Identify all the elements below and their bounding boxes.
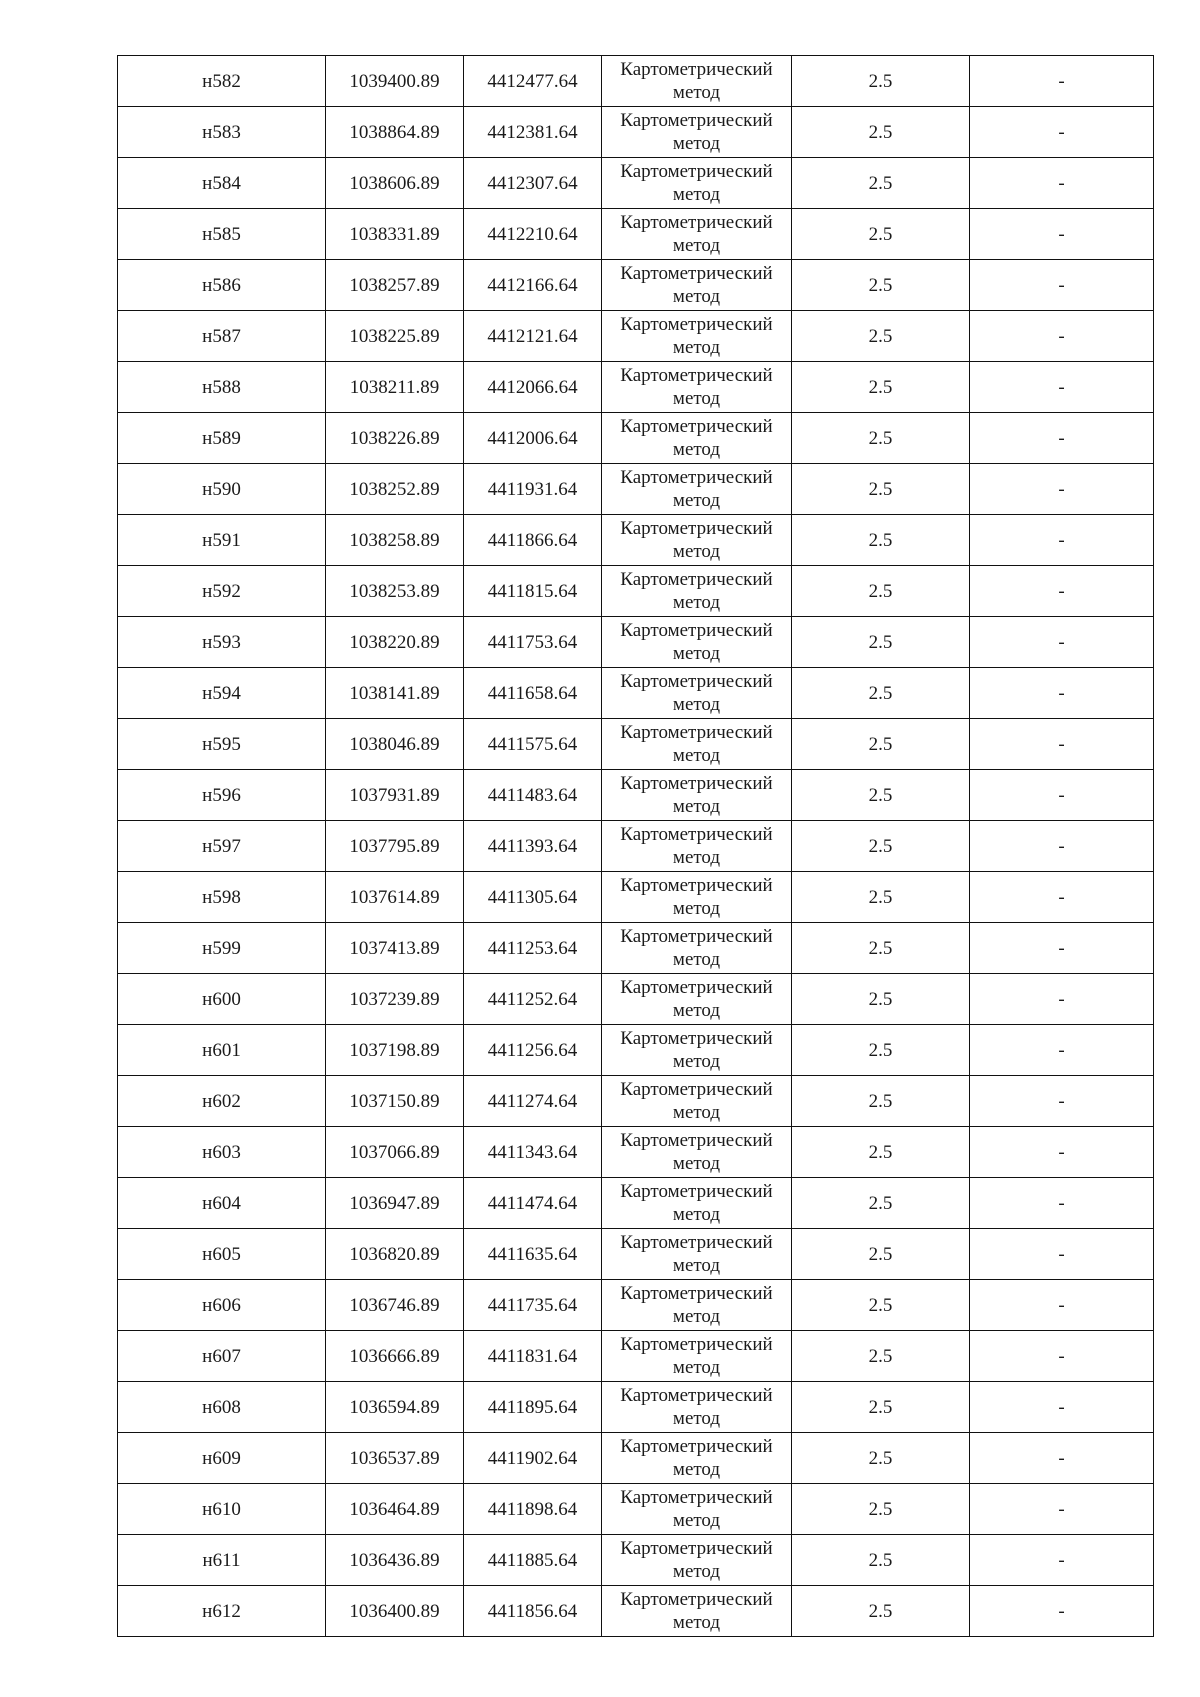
x-coordinate-cell: 1039400.89 [326, 56, 464, 107]
method-cell [602, 923, 792, 974]
note-cell: - [970, 1484, 1154, 1535]
point-number-cell: н598 [118, 872, 326, 923]
method-line-2: метод [672, 184, 721, 205]
method-cell [602, 107, 792, 158]
method-cell [602, 1229, 792, 1280]
table-row [118, 1076, 1154, 1127]
x-coordinate-cell: 1037413.89 [326, 923, 464, 974]
point-number-cell: н597 [118, 821, 326, 872]
method-line-1: Картометрический [620, 569, 773, 590]
method-line-2: метод [672, 949, 721, 970]
method-line-1: Картометрический [620, 1487, 773, 1508]
x-coordinate-cell: 1036464.89 [326, 1484, 464, 1535]
y-coordinate-cell: 4412121.64 [464, 311, 602, 362]
x-coordinate-cell: 1038257.89 [326, 260, 464, 311]
accuracy-cell: 2.5 [792, 260, 970, 311]
table-row [118, 719, 1154, 770]
point-number-cell: н611 [118, 1535, 326, 1586]
table-row [118, 1382, 1154, 1433]
method-cell [602, 617, 792, 668]
note-cell: - [970, 464, 1154, 515]
table-row [118, 770, 1154, 821]
method-line-2: метод [672, 592, 721, 613]
method-cell [602, 668, 792, 719]
note-cell: - [970, 260, 1154, 311]
method-line-1: Картометрический [620, 263, 773, 284]
accuracy-cell: 2.5 [792, 1025, 970, 1076]
accuracy-cell: 2.5 [792, 1535, 970, 1586]
x-coordinate-cell: 1036820.89 [326, 1229, 464, 1280]
table-row [118, 56, 1154, 107]
y-coordinate-cell: 4411815.64 [464, 566, 602, 617]
y-coordinate-cell: 4411305.64 [464, 872, 602, 923]
y-coordinate-cell: 4411253.64 [464, 923, 602, 974]
table-row [118, 1586, 1154, 1637]
note-cell: - [970, 1535, 1154, 1586]
method-cell [602, 1382, 792, 1433]
method-cell [602, 413, 792, 464]
y-coordinate-cell: 4411635.64 [464, 1229, 602, 1280]
method-cell [602, 362, 792, 413]
y-coordinate-cell: 4412006.64 [464, 413, 602, 464]
x-coordinate-cell: 1037198.89 [326, 1025, 464, 1076]
x-coordinate-cell: 1038046.89 [326, 719, 464, 770]
note-cell: - [970, 107, 1154, 158]
table-row [118, 566, 1154, 617]
method-line-2: метод [672, 1306, 721, 1327]
note-cell: - [970, 1433, 1154, 1484]
method-line-2: метод [672, 337, 721, 358]
table-row [118, 1229, 1154, 1280]
method-line-2: метод [672, 1102, 721, 1123]
table-row [118, 1178, 1154, 1229]
x-coordinate-cell: 1037150.89 [326, 1076, 464, 1127]
x-coordinate-cell: 1036666.89 [326, 1331, 464, 1382]
point-number-cell: н608 [118, 1382, 326, 1433]
y-coordinate-cell: 4411902.64 [464, 1433, 602, 1484]
point-number-cell: н609 [118, 1433, 326, 1484]
x-coordinate-cell: 1038225.89 [326, 311, 464, 362]
point-number-cell: н595 [118, 719, 326, 770]
method-line-2: метод [672, 1459, 721, 1480]
method-cell [602, 1331, 792, 1382]
accuracy-cell: 2.5 [792, 923, 970, 974]
x-coordinate-cell: 1036400.89 [326, 1586, 464, 1637]
method-line-2: метод [672, 82, 721, 103]
method-line-1: Картометрический [620, 926, 773, 947]
y-coordinate-cell: 4412210.64 [464, 209, 602, 260]
y-coordinate-cell: 4411898.64 [464, 1484, 602, 1535]
point-number-cell: н583 [118, 107, 326, 158]
coordinates-table-body [118, 56, 1154, 1637]
table-row [118, 1280, 1154, 1331]
y-coordinate-cell: 4411856.64 [464, 1586, 602, 1637]
x-coordinate-cell: 1037066.89 [326, 1127, 464, 1178]
note-cell: - [970, 158, 1154, 209]
table-row [118, 668, 1154, 719]
y-coordinate-cell: 4412381.64 [464, 107, 602, 158]
y-coordinate-cell: 4411274.64 [464, 1076, 602, 1127]
method-line-1: Картометрический [620, 824, 773, 845]
point-number-cell: н582 [118, 56, 326, 107]
y-coordinate-cell: 4411474.64 [464, 1178, 602, 1229]
method-line-2: метод [672, 745, 721, 766]
table-row [118, 158, 1154, 209]
note-cell: - [970, 617, 1154, 668]
method-cell [602, 1178, 792, 1229]
y-coordinate-cell: 4411931.64 [464, 464, 602, 515]
y-coordinate-cell: 4411256.64 [464, 1025, 602, 1076]
method-cell [602, 1076, 792, 1127]
point-number-cell: н612 [118, 1586, 326, 1637]
method-line-1: Картометрический [620, 416, 773, 437]
method-line-2: метод [672, 541, 721, 562]
method-line-2: метод [672, 694, 721, 715]
x-coordinate-cell: 1038252.89 [326, 464, 464, 515]
method-cell [602, 464, 792, 515]
point-number-cell: н605 [118, 1229, 326, 1280]
accuracy-cell: 2.5 [792, 107, 970, 158]
y-coordinate-cell: 4411252.64 [464, 974, 602, 1025]
accuracy-cell: 2.5 [792, 1433, 970, 1484]
y-coordinate-cell: 4412307.64 [464, 158, 602, 209]
point-number-cell: н593 [118, 617, 326, 668]
x-coordinate-cell: 1037795.89 [326, 821, 464, 872]
note-cell: - [970, 1229, 1154, 1280]
accuracy-cell: 2.5 [792, 209, 970, 260]
point-number-cell: н592 [118, 566, 326, 617]
method-cell [602, 974, 792, 1025]
accuracy-cell: 2.5 [792, 872, 970, 923]
note-cell: - [970, 1331, 1154, 1382]
note-cell: - [970, 1586, 1154, 1637]
note-cell: - [970, 209, 1154, 260]
accuracy-cell: 2.5 [792, 362, 970, 413]
method-cell [602, 260, 792, 311]
table-row [118, 464, 1154, 515]
accuracy-cell: 2.5 [792, 770, 970, 821]
y-coordinate-cell: 4411885.64 [464, 1535, 602, 1586]
method-cell [602, 821, 792, 872]
x-coordinate-cell: 1038258.89 [326, 515, 464, 566]
method-cell [602, 1127, 792, 1178]
table-row [118, 1331, 1154, 1382]
accuracy-cell: 2.5 [792, 1280, 970, 1331]
table-row [118, 872, 1154, 923]
x-coordinate-cell: 1037614.89 [326, 872, 464, 923]
x-coordinate-cell: 1038211.89 [326, 362, 464, 413]
method-line-1: Картометрический [620, 110, 773, 131]
accuracy-cell: 2.5 [792, 515, 970, 566]
method-cell [602, 515, 792, 566]
point-number-cell: н606 [118, 1280, 326, 1331]
accuracy-cell: 2.5 [792, 668, 970, 719]
table-row [118, 1433, 1154, 1484]
method-line-1: Картометрический [620, 875, 773, 896]
accuracy-cell: 2.5 [792, 1076, 970, 1127]
x-coordinate-cell: 1037931.89 [326, 770, 464, 821]
y-coordinate-cell: 4411831.64 [464, 1331, 602, 1382]
point-number-cell: н599 [118, 923, 326, 974]
note-cell: - [970, 821, 1154, 872]
method-line-1: Картометрический [620, 1589, 773, 1610]
method-line-2: метод [672, 898, 721, 919]
accuracy-cell: 2.5 [792, 821, 970, 872]
method-line-1: Картометрический [620, 161, 773, 182]
x-coordinate-cell: 1038141.89 [326, 668, 464, 719]
point-number-cell: н594 [118, 668, 326, 719]
note-cell: - [970, 311, 1154, 362]
point-number-cell: н586 [118, 260, 326, 311]
accuracy-cell: 2.5 [792, 56, 970, 107]
table-row [118, 209, 1154, 260]
method-line-1: Картометрический [620, 1436, 773, 1457]
table-row [118, 821, 1154, 872]
x-coordinate-cell: 1036594.89 [326, 1382, 464, 1433]
x-coordinate-cell: 1038253.89 [326, 566, 464, 617]
y-coordinate-cell: 4411735.64 [464, 1280, 602, 1331]
method-cell [602, 158, 792, 209]
y-coordinate-cell: 4411393.64 [464, 821, 602, 872]
y-coordinate-cell: 4412477.64 [464, 56, 602, 107]
table-row [118, 362, 1154, 413]
method-line-2: метод [672, 1612, 721, 1633]
method-cell [602, 1025, 792, 1076]
accuracy-cell: 2.5 [792, 617, 970, 668]
method-cell [602, 1280, 792, 1331]
accuracy-cell: 2.5 [792, 311, 970, 362]
method-line-2: метод [672, 643, 721, 664]
table-row [118, 923, 1154, 974]
point-number-cell: н600 [118, 974, 326, 1025]
method-line-1: Картометрический [620, 365, 773, 386]
accuracy-cell: 2.5 [792, 1127, 970, 1178]
method-cell [602, 719, 792, 770]
x-coordinate-cell: 1036947.89 [326, 1178, 464, 1229]
note-cell: - [970, 1280, 1154, 1331]
y-coordinate-cell: 4411343.64 [464, 1127, 602, 1178]
point-number-cell: н603 [118, 1127, 326, 1178]
method-cell [602, 1586, 792, 1637]
method-line-1: Картометрический [620, 1028, 773, 1049]
method-line-1: Картометрический [620, 1538, 773, 1559]
accuracy-cell: 2.5 [792, 464, 970, 515]
method-line-2: метод [672, 388, 721, 409]
x-coordinate-cell: 1038331.89 [326, 209, 464, 260]
method-line-2: метод [672, 286, 721, 307]
y-coordinate-cell: 4412166.64 [464, 260, 602, 311]
y-coordinate-cell: 4412066.64 [464, 362, 602, 413]
point-number-cell: н604 [118, 1178, 326, 1229]
table-row [118, 311, 1154, 362]
method-line-2: метод [672, 490, 721, 511]
x-coordinate-cell: 1038226.89 [326, 413, 464, 464]
note-cell: - [970, 56, 1154, 107]
x-coordinate-cell: 1038220.89 [326, 617, 464, 668]
point-number-cell: н588 [118, 362, 326, 413]
x-coordinate-cell: 1038864.89 [326, 107, 464, 158]
method-line-1: Картометрический [620, 1385, 773, 1406]
method-line-2: метод [672, 796, 721, 817]
accuracy-cell: 2.5 [792, 1586, 970, 1637]
x-coordinate-cell: 1037239.89 [326, 974, 464, 1025]
method-line-1: Картометрический [620, 1130, 773, 1151]
method-line-1: Картометрический [620, 671, 773, 692]
accuracy-cell: 2.5 [792, 1178, 970, 1229]
method-line-1: Картометрический [620, 314, 773, 335]
method-line-2: метод [672, 235, 721, 256]
accuracy-cell: 2.5 [792, 719, 970, 770]
note-cell: - [970, 515, 1154, 566]
table-row [118, 107, 1154, 158]
method-cell [602, 1484, 792, 1535]
accuracy-cell: 2.5 [792, 1331, 970, 1382]
method-line-2: метод [672, 1408, 721, 1429]
method-line-1: Картометрический [620, 518, 773, 539]
note-cell: - [970, 362, 1154, 413]
x-coordinate-cell: 1036436.89 [326, 1535, 464, 1586]
note-cell: - [970, 974, 1154, 1025]
method-line-2: метод [672, 1051, 721, 1072]
accuracy-cell: 2.5 [792, 1484, 970, 1535]
note-cell: - [970, 1127, 1154, 1178]
note-cell: - [970, 413, 1154, 464]
x-coordinate-cell: 1036746.89 [326, 1280, 464, 1331]
note-cell: - [970, 923, 1154, 974]
note-cell: - [970, 668, 1154, 719]
y-coordinate-cell: 4411866.64 [464, 515, 602, 566]
method-line-1: Картометрический [620, 1181, 773, 1202]
method-line-1: Картометрический [620, 1232, 773, 1253]
y-coordinate-cell: 4411753.64 [464, 617, 602, 668]
table-row [118, 1025, 1154, 1076]
table-row [118, 974, 1154, 1025]
note-cell: - [970, 1025, 1154, 1076]
method-line-1: Картометрический [620, 59, 773, 80]
table-row [118, 515, 1154, 566]
note-cell: - [970, 1382, 1154, 1433]
note-cell: - [970, 872, 1154, 923]
y-coordinate-cell: 4411658.64 [464, 668, 602, 719]
method-cell [602, 770, 792, 821]
accuracy-cell: 2.5 [792, 1229, 970, 1280]
method-line-1: Картометрический [620, 467, 773, 488]
method-line-2: метод [672, 1000, 721, 1021]
accuracy-cell: 2.5 [792, 413, 970, 464]
accuracy-cell: 2.5 [792, 158, 970, 209]
table-row [118, 1535, 1154, 1586]
note-cell: - [970, 719, 1154, 770]
point-number-cell: н596 [118, 770, 326, 821]
method-line-1: Картометрический [620, 212, 773, 233]
accuracy-cell: 2.5 [792, 974, 970, 1025]
point-number-cell: н610 [118, 1484, 326, 1535]
method-line-2: метод [672, 847, 721, 868]
method-line-1: Картометрический [620, 1334, 773, 1355]
x-coordinate-cell: 1036537.89 [326, 1433, 464, 1484]
method-line-2: метод [672, 1204, 721, 1225]
table-row [118, 1127, 1154, 1178]
note-cell: - [970, 1076, 1154, 1127]
method-line-2: метод [672, 439, 721, 460]
method-line-1: Картометрический [620, 773, 773, 794]
method-line-1: Картометрический [620, 1283, 773, 1304]
y-coordinate-cell: 4411895.64 [464, 1382, 602, 1433]
table-row [118, 617, 1154, 668]
point-number-cell: н601 [118, 1025, 326, 1076]
method-line-1: Картометрический [620, 722, 773, 743]
method-line-2: метод [672, 1255, 721, 1276]
accuracy-cell: 2.5 [792, 1382, 970, 1433]
method-line-2: метод [672, 1153, 721, 1174]
point-number-cell: н602 [118, 1076, 326, 1127]
method-cell [602, 311, 792, 362]
note-cell: - [970, 1178, 1154, 1229]
point-number-cell: н587 [118, 311, 326, 362]
point-number-cell: н589 [118, 413, 326, 464]
method-line-2: метод [672, 1561, 721, 1582]
note-cell: - [970, 770, 1154, 821]
method-line-2: метод [672, 1510, 721, 1531]
method-line-1: Картометрический [620, 1079, 773, 1100]
table-row [118, 1484, 1154, 1535]
method-line-1: Картометрический [620, 620, 773, 641]
method-cell [602, 1433, 792, 1484]
x-coordinate-cell: 1038606.89 [326, 158, 464, 209]
point-number-cell: н590 [118, 464, 326, 515]
y-coordinate-cell: 4411575.64 [464, 719, 602, 770]
table-row [118, 413, 1154, 464]
method-cell [602, 209, 792, 260]
y-coordinate-cell: 4411483.64 [464, 770, 602, 821]
method-line-2: метод [672, 1357, 721, 1378]
table-row [118, 260, 1154, 311]
method-cell [602, 566, 792, 617]
coordinates-table [117, 55, 1154, 1637]
method-line-1: Картометрический [620, 977, 773, 998]
point-number-cell: н607 [118, 1331, 326, 1382]
method-line-2: метод [672, 133, 721, 154]
method-cell [602, 56, 792, 107]
point-number-cell: н591 [118, 515, 326, 566]
accuracy-cell: 2.5 [792, 566, 970, 617]
method-cell [602, 1535, 792, 1586]
note-cell: - [970, 566, 1154, 617]
point-number-cell: н584 [118, 158, 326, 209]
point-number-cell: н585 [118, 209, 326, 260]
method-cell [602, 872, 792, 923]
